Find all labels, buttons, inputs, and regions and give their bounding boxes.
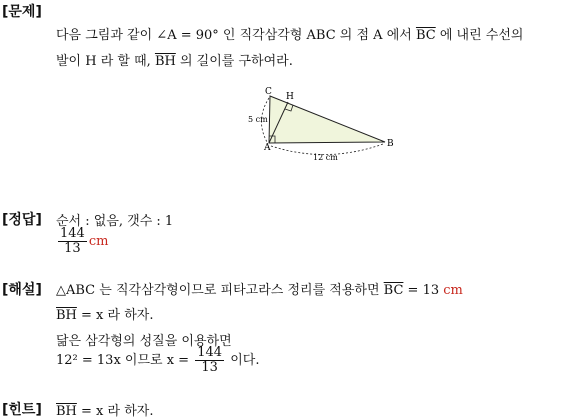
solution-line-1 — [56, 279, 463, 298]
solution-text: = x 라 하자. — [81, 308, 154, 323]
vertex-label-c: C — [265, 87, 272, 97]
solution-text: 이다. — [230, 353, 260, 368]
solution-text: △ABC 는 직각삼각형이므로 피타고라스 정리를 적용하면 — [56, 283, 380, 298]
problem-text: 의 길이를 구하여라. — [179, 54, 293, 69]
triangle-shape — [269, 96, 385, 143]
segment-bh: $\overline{BH}$ — [154, 54, 176, 69]
solution-text: = 13 — [407, 283, 440, 298]
vertex-label-b: B — [387, 139, 394, 149]
vertex-label-a: A — [264, 143, 271, 153]
segment-bc: $\overline{BC}$ — [415, 28, 436, 43]
answer-fraction — [58, 227, 87, 256]
fraction-denominator: 13 — [64, 241, 81, 256]
solution-unit: cm — [443, 283, 463, 298]
answer-unit: cm — [88, 234, 109, 249]
problem-section-label: [문제] — [2, 4, 42, 20]
problem-text: 다음 그림과 같이 ∠A = 90° 인 직각삼각형 ABC 의 점 A 에서 — [56, 28, 412, 43]
hint-text: = x 라 하자. — [81, 404, 154, 419]
problem-text: 에 내린 수선의 — [439, 28, 524, 43]
solution-line-4 — [56, 346, 259, 375]
hint-section-label: [힌트] — [2, 402, 42, 418]
segment-bc: $\overline{BC}$ — [383, 283, 404, 298]
right-triangle-figure — [245, 84, 405, 164]
solution-fraction — [195, 346, 224, 375]
hint-line — [56, 400, 153, 419]
vertex-label-h: H — [286, 92, 294, 102]
fraction-numerator: 144 — [197, 345, 223, 360]
segment-bh: $\overline{BH}$ — [56, 404, 77, 419]
length-label-12cm: 12 cm — [313, 153, 338, 162]
answer-section-label: [정답] — [2, 212, 42, 228]
solution-text: 12² = 13x 이므로 x = — [56, 353, 190, 368]
fraction-denominator: 13 — [201, 360, 218, 375]
length-label-5cm: 5 cm — [248, 115, 268, 124]
segment-bh: $\overline{BH}$ — [56, 308, 77, 323]
solution-line-2 — [56, 304, 153, 323]
problem-text: 발이 H 라 할 때, — [56, 54, 151, 69]
problem-line-1 — [56, 24, 523, 43]
fraction-numerator: 144 — [60, 226, 85, 241]
problem-line-2 — [56, 50, 293, 69]
answer-line-1: 순서 : 없음, 갯수 : 1 — [56, 214, 174, 229]
solution-line-3: 닮은 삼각형의 성질을 이용하면 — [56, 334, 232, 349]
solution-section-label: [해설] — [2, 282, 42, 298]
answer-value — [56, 227, 108, 256]
